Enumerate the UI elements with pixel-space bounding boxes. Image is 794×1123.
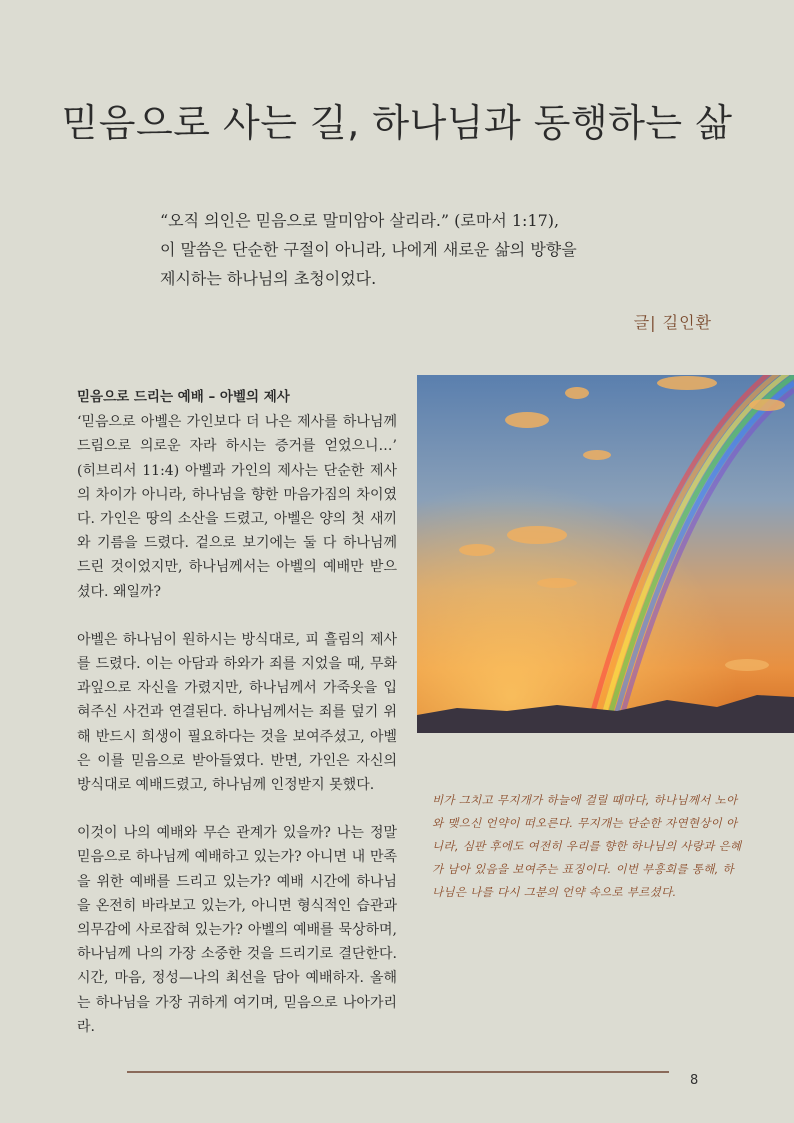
quote-line: “오직 의인은 믿음으로 말미암아 살리라.” (로마서 1:17), (160, 211, 560, 230)
rainbow-sunset-photo (417, 375, 794, 733)
lead-quote (160, 206, 720, 293)
quote-line: 이 말씀은 단순한 구절이 아니라, 나에게 새로운 삶의 방향을 (160, 240, 577, 259)
paragraph: ‘믿음으로 아벨은 가인보다 더 나은 제사를 하나님께 드림으로 의로운 자라 하시는 증거를 얻었으니…’ (히브리서 11:4) 아벨과 가인의 제사는 단순한 제사의 차이가 아니라, 하나님을 향한 마음가짐의 차이였다. 가인은 땅의 소산을 드렸고, 아벨은 양의 첫 새끼와 기름을 드렸다. 겉으로 보기에는 둘 다 하나님께 드린 것이었지만, 하나님께서는 아벨의 예배만 받으셨다. 왜일까? (77, 414, 397, 600)
photo-caption: 비가 그치고 무지개가 하늘에 걸릴 때마다, 하나님께서 노아와 맺으신 언약이 떠오른다. 무지개는 단순한 자연현상이 아니라, 심판 후에도 여전히 우리를 향한 하나님의 사랑과 은혜가 남아 있음을 보여주는 표징이다. 이번 부흥회를 통해, 하나님은 나를 다시 그분의 언약 속으로 부르셨다. (432, 793, 742, 899)
footer-divider (127, 1071, 669, 1073)
article-body (77, 385, 397, 1063)
page-number: 8 (690, 1073, 699, 1088)
paragraph: 이것이 나의 예배와 무슨 관계가 있을까? 나는 정말 믿음으로 하나님께 예배하고 있는가? 아니면 내 만족을 위한 예배를 드리고 있는가? 예배 시간에 하나님을 온전히 바라보고 있는가, 아니면 형식적인 습관과 의무감에 사로잡혀 있는가? 아벨의 예배를 묵상하며, 하나님께 나의 가장 소중한 것을 드리기로 결단한다. 시간, 마음, 정성—나의 최선을 담아 예배하자. 올해는 하나님을 가장 귀하게 여기며, 믿음으로 나아가리라. (77, 825, 397, 1035)
section-subheading: 믿음으로 드리는 예배 – 아벨의 제사 (77, 389, 290, 405)
rainbow-sunset-image (417, 375, 794, 733)
author-byline: 글| 길인환 (633, 313, 712, 332)
paragraph: 아벨은 하나님이 원하시는 방식대로, 피 흘림의 제사를 드렸다. 이는 아담과 하와가 죄를 지었을 때, 무화과잎으로 자신을 가렸지만, 하나님께서 가죽옷을 입혀주신 사건과 연결된다. 하나님께서는 죄를 덮기 위해 반드시 희생이 필요하다는 것을 보여주셨고, 아벨은 이를 믿음으로 받아들였다. 반면, 가인은 자신의 방식대로 예배드렸고, 하나님께 인정받지 못했다. (77, 631, 397, 794)
page-title: 믿음으로 사는 길, 하나님과 동행하는 삶 (61, 101, 733, 145)
quote-line: 제시하는 하나님의 초청이었다. (160, 269, 377, 288)
